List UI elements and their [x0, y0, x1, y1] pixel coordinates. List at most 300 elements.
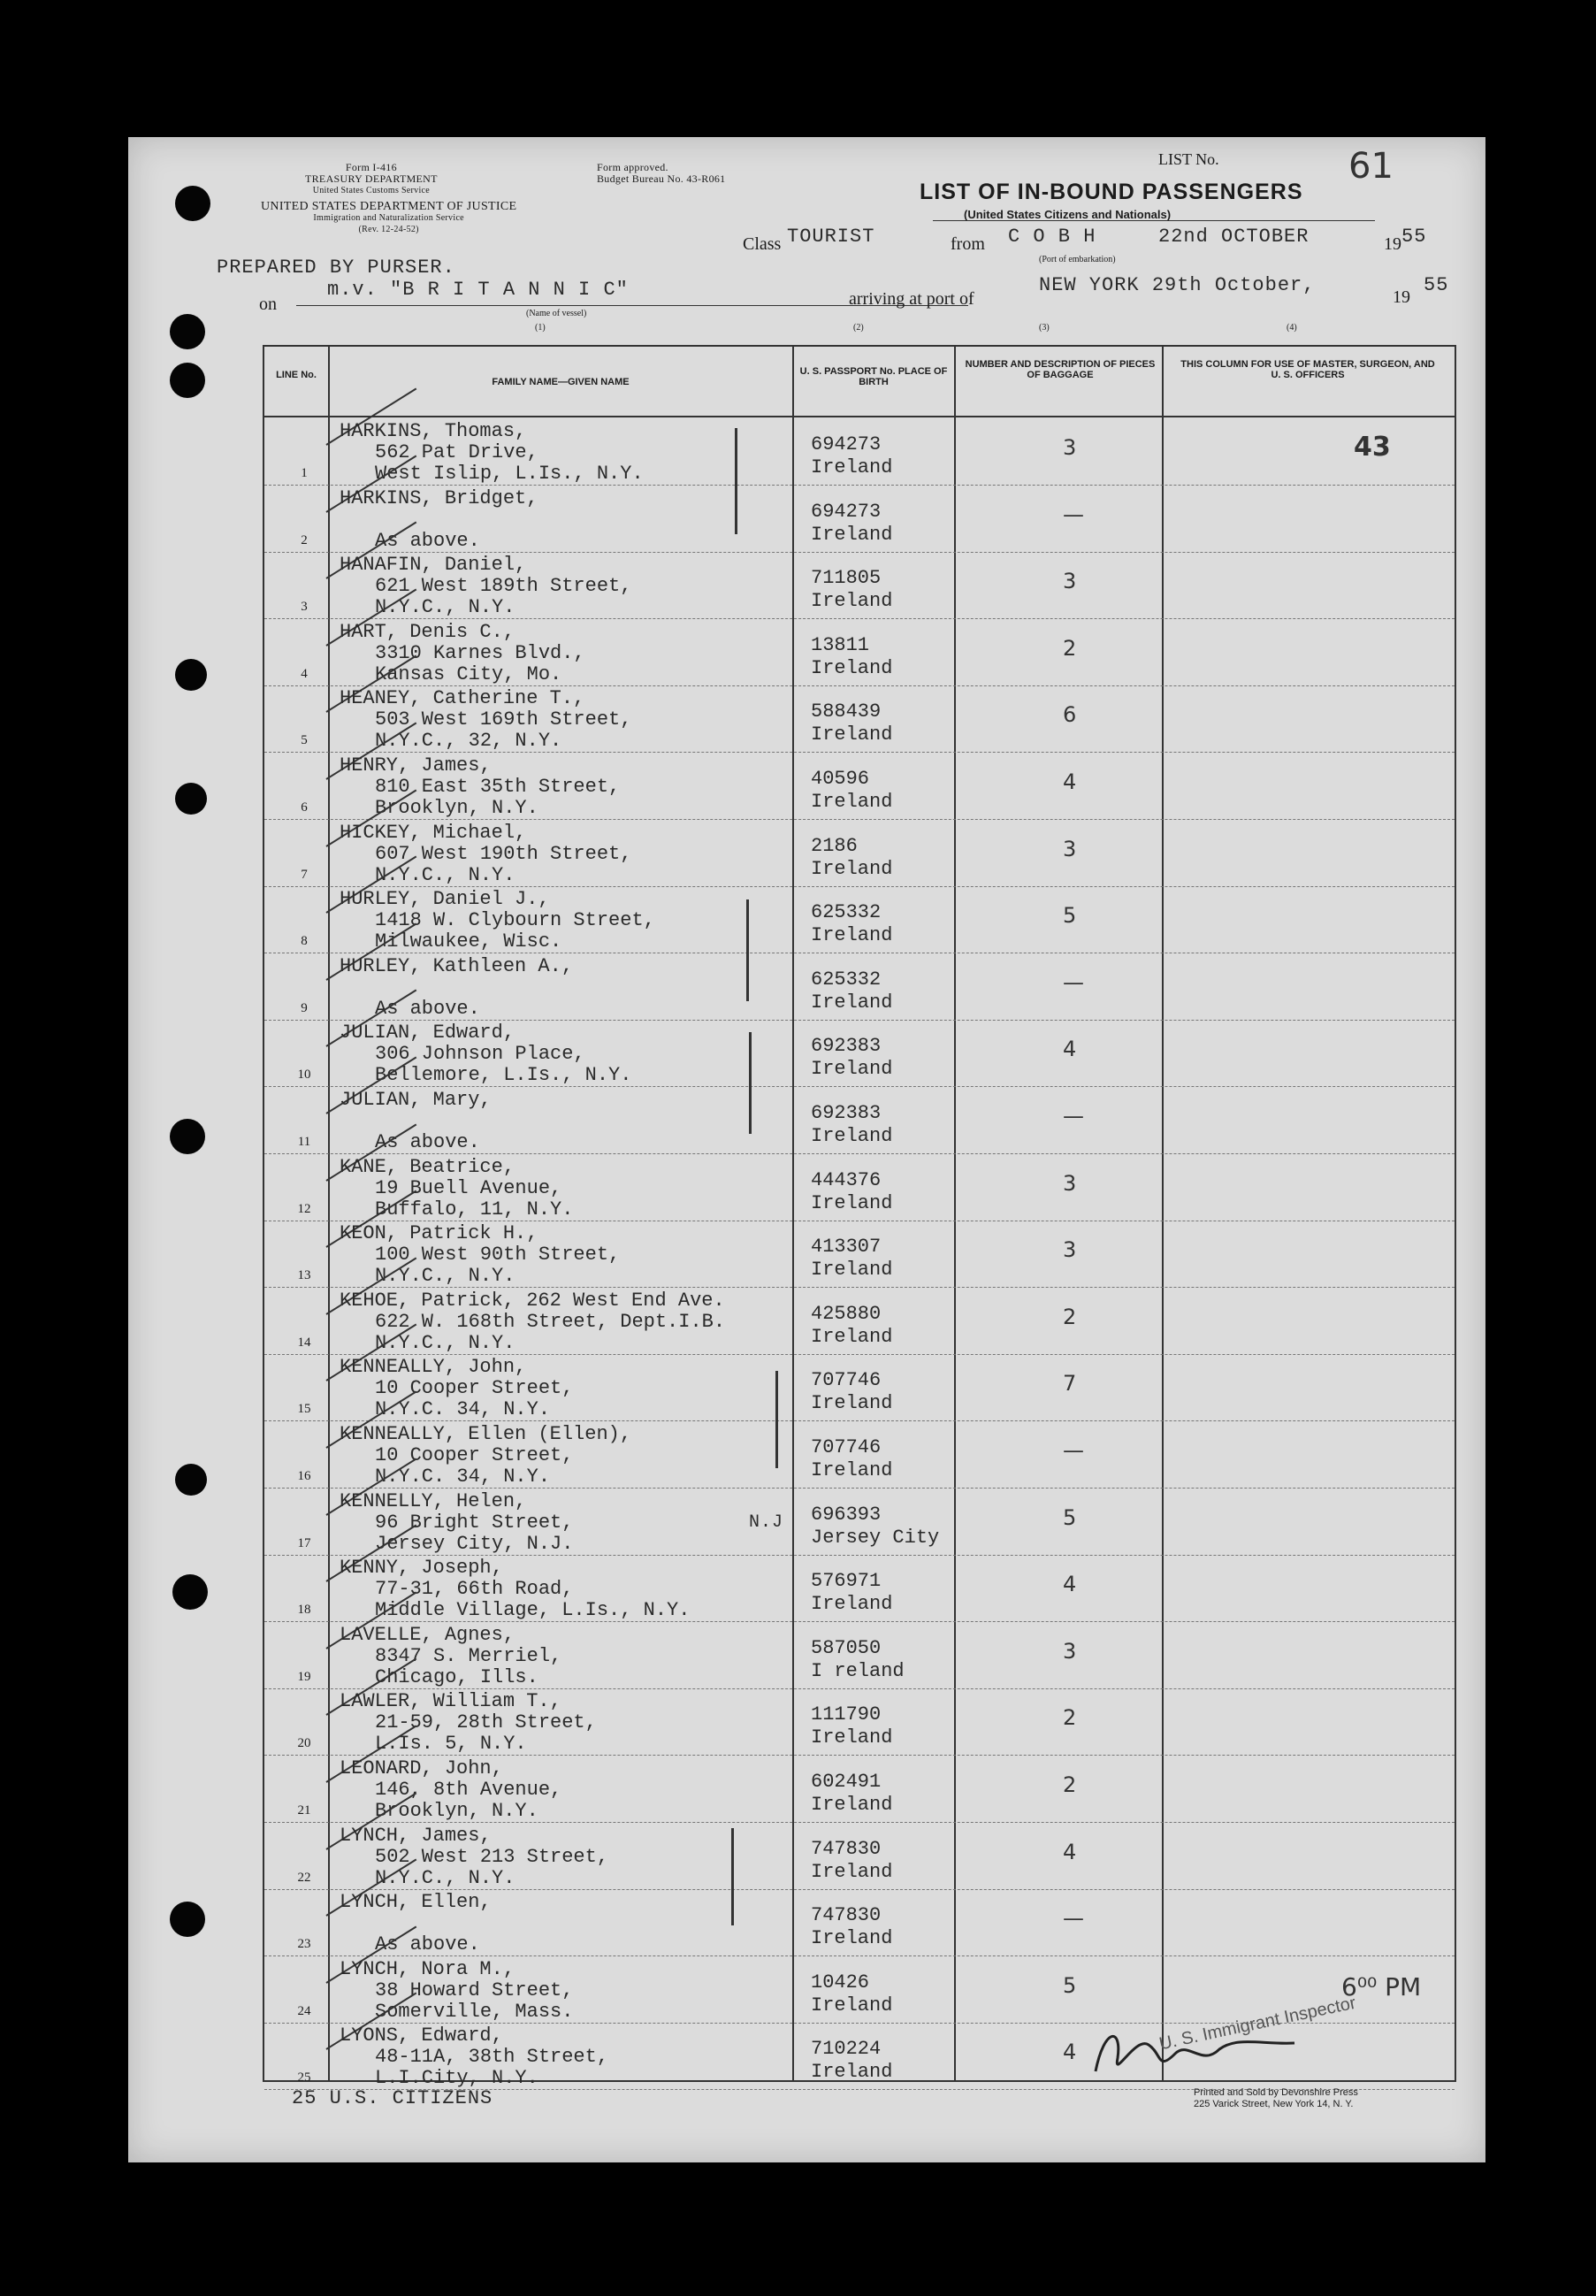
place-of-birth: Ireland: [811, 1794, 893, 1816]
passenger-name-address: [340, 1825, 608, 1889]
col-num-2: (2): [853, 323, 864, 333]
passport-birth: [811, 1703, 892, 1749]
address-line-1: 306 Johnson Place,: [375, 1043, 585, 1066]
passport-birth: [811, 1369, 892, 1415]
table-row: [264, 1287, 1455, 1355]
place-of-birth: Ireland: [811, 523, 893, 546]
baggage-count: 4: [1063, 1572, 1077, 1597]
address-line-2: N.Y.C., N.Y.: [375, 1866, 515, 1889]
year-prefix: 19: [1384, 234, 1401, 254]
place-of-birth: Ireland: [811, 723, 893, 746]
budget-label: Budget Bureau No. 43-R061: [597, 172, 726, 185]
line-number: 15: [297, 1402, 311, 1417]
line-number: 14: [297, 1335, 311, 1350]
passport-birth: [811, 1169, 892, 1215]
address-line-1: 503 West 169th Street,: [375, 708, 632, 731]
address-line-1: 38 Howard Street,: [375, 1978, 574, 2001]
officer-count-annotation: 43: [1354, 432, 1391, 463]
table-row: [264, 1220, 1455, 1288]
address-line-2: As above.: [375, 1131, 480, 1153]
passenger-name: HURLEY, Kathleen A.,: [340, 954, 574, 977]
baggage-count: 2: [1063, 1772, 1077, 1797]
passport-birth: [811, 2038, 892, 2084]
table-row: [264, 1688, 1455, 1756]
vessel-name: m.v. "B R I T A N N I C": [327, 279, 629, 301]
from-label: from: [951, 234, 985, 254]
place-of-birth: Ireland: [811, 1392, 893, 1415]
passenger-name-address: [340, 488, 538, 552]
arrival-year-suffix: 55: [1424, 274, 1449, 296]
address-line-1: 607 West 190th Street,: [375, 842, 632, 865]
passenger-name-address: [340, 1290, 725, 1354]
passenger-name: LAWLER, William T.,: [340, 1690, 561, 1713]
address-line-2: L.Is. 5, N.Y.: [375, 1733, 527, 1756]
col-num-3: (3): [1039, 323, 1050, 333]
passport-birth: [811, 1035, 892, 1081]
passenger-name-address: [340, 1691, 597, 1755]
baggage-count: 3: [1063, 435, 1077, 460]
port-embarkation-caption: (Port of embarkation): [1039, 255, 1116, 264]
baggage-count: —: [1063, 1906, 1084, 1932]
passenger-name: HEANEY, Catherine T.,: [340, 687, 585, 710]
baggage-count: 3: [1063, 1237, 1077, 1263]
address-line-2: N.Y.C., N.Y.: [375, 863, 515, 886]
line-number: 16: [297, 1469, 311, 1483]
binder-hole: [170, 363, 205, 398]
passenger-name-address: [340, 622, 585, 685]
line-number: 4: [301, 666, 308, 681]
address-line-2: L.I.City, N.Y.: [375, 2067, 538, 2090]
printer-line-2: 225 Varick Street, New York 14, N. Y.: [1194, 2099, 1354, 2109]
binder-hole: [175, 186, 210, 221]
address-line-2: Jersey City, N.J.: [375, 1532, 574, 1555]
table-row: [264, 1755, 1455, 1823]
address-line-1: [340, 1111, 492, 1132]
binder-hole: [170, 1902, 205, 1937]
passport-birth: [811, 901, 892, 947]
place-of-birth: Ireland: [811, 1125, 893, 1147]
passport-number: 13811: [811, 633, 870, 656]
address-line-2: As above.: [375, 529, 480, 552]
address-line-1: [340, 509, 538, 531]
address-line-2: Brooklyn, N.Y.: [375, 1800, 538, 1822]
line-number: 25: [297, 2070, 311, 2086]
passport-number: 413307: [811, 1236, 882, 1259]
address-line-1: 562 Pat Drive,: [375, 441, 538, 463]
passenger-name: JULIAN, Mary,: [340, 1089, 492, 1111]
address-line-1: 621 West 189th Street,: [375, 575, 632, 598]
address-line-2: N.Y.C. 34, N.Y.: [375, 1398, 551, 1421]
address-line-1: 3310 Karnes Blvd.,: [375, 641, 585, 664]
address-line-2: Milwaukee, Wisc.: [375, 930, 562, 953]
place-of-birth: Ireland: [811, 1927, 893, 1950]
table-row: [264, 819, 1455, 887]
passenger-name-address: [340, 956, 573, 1020]
nj-note: N.J: [749, 1512, 784, 1533]
line-number: 17: [297, 1535, 311, 1550]
address-line-1: [340, 1913, 492, 1934]
address-line-2: Bellemore, L.Is., N.Y.: [375, 1064, 632, 1087]
passenger-name: KEHOE, Patrick, 262 West End Ave.: [340, 1289, 725, 1312]
address-line-1: 502 West 213 Street,: [375, 1845, 609, 1868]
passenger-name: KEON, Patrick H.,: [340, 1222, 538, 1245]
passenger-name-address: [340, 1557, 690, 1621]
passport-number: 40596: [811, 768, 870, 790]
passport-birth: [811, 1436, 892, 1482]
place-of-birth: Ireland: [811, 991, 893, 1014]
line-number: 11: [297, 1135, 311, 1149]
passport-number: 2186: [811, 834, 858, 857]
line-number: 23: [297, 1937, 311, 1952]
baggage-count: 5: [1063, 903, 1077, 929]
passport-birth: [811, 968, 892, 1014]
address-line-2: N.Y.C., N.Y.: [375, 1331, 515, 1354]
table-row: [264, 551, 1455, 619]
passenger-name-address: [340, 1892, 492, 1955]
passenger-name-address: [340, 1491, 573, 1555]
baggage-count: —: [1063, 1438, 1084, 1463]
address-line-1: 77-31, 66th Road,: [375, 1578, 574, 1601]
passenger-name: KENNEALLY, Ellen (Ellen),: [340, 1423, 632, 1445]
col-header-passport: U. S. PASSPORT No. PLACE OF BIRTH: [799, 366, 948, 387]
passenger-name-address: [340, 1625, 561, 1688]
passport-number: 111790: [811, 1703, 882, 1726]
place-of-birth: Ireland: [811, 1860, 893, 1883]
table-row: [264, 1153, 1455, 1221]
address-line-2: As above.: [375, 1933, 480, 1956]
address-line-1: 1418 W. Clybourn Street,: [375, 909, 655, 932]
year-suffix: 55: [1401, 226, 1427, 248]
inspector-signature: [1087, 2018, 1299, 2089]
address-line-1: 10 Cooper Street,: [375, 1444, 574, 1466]
citizen-count-footer: 25 U.S. CITIZENS: [292, 2087, 493, 2109]
baggage-count: —: [1063, 969, 1084, 995]
place-of-birth: Ireland: [811, 1259, 893, 1282]
class-underline: [933, 220, 1375, 221]
passport-number: 710224: [811, 2038, 882, 2061]
binder-hole: [175, 1464, 207, 1496]
line-number: 21: [297, 1803, 311, 1818]
line-number: 13: [297, 1268, 311, 1283]
passport-birth: [811, 1570, 892, 1616]
address-line-2: Brooklyn, N.Y.: [375, 797, 538, 819]
address-line-1: 10 Cooper Street,: [375, 1377, 574, 1400]
passport-number: 588439: [811, 700, 882, 723]
place-of-birth: Ireland: [811, 1593, 893, 1616]
passport-number: 625332: [811, 901, 882, 924]
passport-birth: [811, 1102, 892, 1148]
col-num-4: (4): [1287, 323, 1297, 333]
passenger-name: HICKEY, Michael,: [340, 821, 527, 844]
arriving-label: arriving at port of: [849, 289, 974, 309]
col-header-name: FAMILY NAME—GIVEN NAME: [492, 377, 630, 387]
address-line-1: 48-11A, 38th Street,: [375, 2046, 609, 2069]
printer-line-1: Printed and Sold by Devonshire Press: [1194, 2087, 1358, 2098]
table-row: [264, 1621, 1455, 1689]
address-line-1: 21-59, 28th Street,: [375, 1711, 597, 1734]
baggage-count: 2: [1063, 1304, 1077, 1329]
baggage-count: 4: [1063, 1037, 1077, 1062]
passenger-name: HART, Denis C.,: [340, 620, 515, 643]
passport-birth: [811, 1838, 892, 1884]
list-number-label: LIST No.: [1158, 150, 1219, 168]
passenger-name: LAVELLE, Agnes,: [340, 1623, 515, 1646]
line-number: 6: [301, 800, 308, 815]
passport-number: 747830: [811, 1904, 882, 1927]
place-of-birth: Ireland: [811, 2061, 893, 2084]
baggage-count: —: [1063, 1104, 1084, 1129]
passenger-name: HENRY, James,: [340, 754, 492, 777]
table-row: [264, 485, 1455, 553]
passport-number: 444376: [811, 1168, 882, 1191]
arrival-port-date: NEW YORK 29th October,: [1039, 274, 1316, 296]
passport-birth: [811, 768, 892, 814]
approved-label: Form approved.: [597, 161, 668, 173]
passport-number: 692383: [811, 1035, 882, 1058]
table-row: [264, 1554, 1455, 1622]
line-number: 5: [301, 733, 308, 748]
table-row: [264, 1888, 1455, 1956]
passenger-name: LYONS, Edward,: [340, 2024, 503, 2047]
baggage-count: 2: [1063, 1705, 1077, 1731]
customs-label: United States Customs Service: [312, 186, 431, 195]
passenger-name: LYNCH, Ellen,: [340, 1891, 492, 1914]
passenger-name: KENNELLY, Helen,: [340, 1489, 527, 1512]
col-header-officers: THIS COLUMN FOR USE OF MASTER, SURGEON, AND U. S. OFFICERS: [1180, 359, 1435, 380]
passport-birth: [811, 634, 892, 680]
col-num-1: (1): [535, 323, 546, 333]
place-of-birth: I reland: [811, 1659, 905, 1682]
treasury-label: TREASURY DEPARTMENT: [305, 172, 438, 185]
class-value: TOURIST: [787, 226, 875, 248]
baggage-count: 4: [1063, 2040, 1077, 2065]
departure-date: 22nd OCTOBER: [1158, 226, 1310, 248]
passport-number: 576971: [811, 1570, 882, 1593]
passenger-table: [263, 345, 1456, 2090]
place-of-birth: Jersey City: [811, 1526, 940, 1549]
table-row: [264, 1488, 1455, 1556]
time-note-handwritten: 6⁰⁰ PM: [1341, 1972, 1422, 2001]
baggage-count: 3: [1063, 1638, 1077, 1664]
passport-number: 425880: [811, 1302, 882, 1325]
passenger-name: HARKINS, Thomas,: [340, 420, 527, 442]
baggage-count: 4: [1063, 769, 1077, 794]
passenger-name: JULIAN, Edward,: [340, 1022, 515, 1045]
line-number: 1: [301, 466, 308, 480]
col-header-baggage: NUMBER AND DESCRIPTION OF PIECES OF BAGGAGE: [965, 359, 1156, 380]
form-number: Form I-416: [345, 161, 397, 173]
binder-hole: [170, 314, 205, 349]
passport-birth: [811, 501, 892, 547]
passport-birth: [811, 1236, 892, 1282]
baggage-count: 3: [1063, 569, 1077, 594]
table-row: [264, 752, 1455, 820]
line-number: 8: [301, 934, 308, 949]
passport-number: 707746: [811, 1436, 882, 1458]
passport-number: 696393: [811, 1503, 882, 1526]
address-line-2: Buffalo, 11, N.Y.: [375, 1198, 574, 1221]
passport-number: 747830: [811, 1837, 882, 1860]
passport-birth: [811, 1904, 892, 1950]
address-line-1: 100 West 90th Street,: [375, 1244, 621, 1267]
passenger-name-address: [340, 1357, 573, 1420]
table-row: [264, 417, 1455, 486]
place-of-birth: Ireland: [811, 1058, 893, 1081]
revision-label: (Rev. 12-24-52): [358, 225, 419, 234]
passport-number: 602491: [811, 1771, 882, 1793]
address-line-2: N.Y.C. 34, N.Y.: [375, 1466, 551, 1488]
baggage-count: 3: [1063, 836, 1077, 861]
class-label: Class: [743, 234, 782, 254]
baggage-count: 2: [1063, 635, 1077, 661]
printer-credit: [1194, 2087, 1358, 2110]
line-number: 12: [297, 1201, 311, 1216]
address-line-2: N.Y.C., N.Y.: [375, 1265, 515, 1288]
table-row: [264, 953, 1455, 1021]
binder-hole: [175, 783, 207, 815]
ins-label: Immigration and Naturalization Service: [313, 213, 464, 223]
prepared-by: PREPARED BY PURSER.: [217, 256, 455, 279]
place-of-birth: Ireland: [811, 1726, 893, 1749]
page-number-handwritten: 61: [1348, 146, 1394, 187]
address-line-1: [340, 977, 573, 999]
table-row: [264, 685, 1455, 753]
passport-number: 625332: [811, 968, 882, 991]
passenger-name-address: [340, 1157, 573, 1221]
baggage-count: 6: [1063, 702, 1077, 728]
line-number: 3: [301, 600, 308, 615]
baggage-count: 5: [1063, 1972, 1077, 1998]
vessel-caption: (Name of vessel): [526, 309, 587, 318]
line-number: 9: [301, 1000, 308, 1015]
passenger-name-address: [340, 1090, 492, 1153]
passport-number: 694273: [811, 433, 882, 455]
line-number: 18: [297, 1603, 311, 1618]
line-number: 7: [301, 867, 308, 882]
port-embarkation: C O B H: [1008, 226, 1096, 248]
family-bracket: [746, 899, 749, 1001]
passport-birth: [811, 433, 892, 479]
passenger-name: KENNY, Joseph,: [340, 1557, 503, 1580]
passenger-name: LEONARD, John,: [340, 1757, 503, 1779]
baggage-count: 4: [1063, 1839, 1077, 1864]
family-bracket: [731, 1828, 734, 1925]
place-of-birth: Ireland: [811, 1994, 893, 2017]
line-number: 10: [297, 1068, 311, 1083]
table-row: [264, 1822, 1455, 1890]
passport-birth: [811, 700, 892, 746]
justice-label: UNITED STATES DEPARTMENT OF JUSTICE: [261, 200, 517, 213]
form-approval: [597, 162, 725, 185]
passport-birth: [811, 1771, 892, 1817]
passport-birth: [811, 1504, 939, 1550]
passenger-name: KANE, Beatrice,: [340, 1155, 515, 1178]
baggage-count: 7: [1063, 1371, 1077, 1397]
passenger-name: LYNCH, Nora M.,: [340, 1957, 515, 1980]
form-subtitle: (United States Citizens and Nationals): [964, 208, 1172, 221]
binder-hole: [175, 659, 207, 691]
address-line-2: Somerville, Mass.: [375, 2000, 574, 2023]
passport-number: 707746: [811, 1369, 882, 1392]
address-line-2: N.Y.C., 32, N.Y.: [375, 730, 562, 753]
line-number: 22: [297, 1870, 311, 1885]
table-row: [264, 1019, 1455, 1087]
on-label: on: [259, 295, 277, 314]
passenger-name-address: [340, 889, 655, 953]
address-line-1: 810 East 35th Street,: [375, 776, 621, 798]
passenger-name: HARKINS, Bridget,: [340, 486, 538, 509]
col-header-line: LINE No.: [276, 370, 317, 380]
table-row: [264, 1086, 1455, 1154]
address-line-1: 96 Bright Street,: [375, 1511, 574, 1534]
inspector-stamp: U. S. Immigrant Inspector: [1157, 1993, 1358, 2055]
baggage-count: 5: [1063, 1504, 1077, 1530]
passport-birth: [811, 1637, 905, 1683]
passport-birth: [811, 567, 892, 613]
family-bracket: [735, 428, 737, 534]
address-line-2: As above.: [375, 997, 480, 1020]
passport-birth: [811, 1971, 892, 2017]
place-of-birth: Ireland: [811, 656, 893, 679]
table-row: [264, 885, 1455, 953]
address-line-1: 622 W. 168th Street, Dept.I.B.: [375, 1310, 726, 1333]
address-line-1: 146, 8th Avenue,: [375, 1779, 562, 1801]
baggage-count: 3: [1063, 1170, 1077, 1196]
passenger-name: HURLEY, Daniel J.,: [340, 888, 550, 911]
passport-number: 692383: [811, 1102, 882, 1124]
address-line-2: Kansas City, Mo.: [375, 662, 562, 685]
justice-header: [261, 201, 516, 235]
address-line-1: 8347 S. Merriel,: [375, 1644, 562, 1667]
line-number: 24: [297, 2003, 311, 2018]
address-line-2: West Islip, L.Is., N.Y.: [375, 463, 644, 485]
line-number: 2: [301, 532, 308, 547]
passenger-name: KENNEALLY, John,: [340, 1356, 527, 1379]
line-number: 19: [297, 1669, 311, 1684]
passport-number: 694273: [811, 500, 882, 523]
line-number: 20: [297, 1736, 311, 1751]
passport-birth: [811, 835, 892, 881]
form-header-left: [305, 162, 438, 196]
passenger-name-address: [340, 2025, 608, 2089]
binder-hole: [170, 1119, 205, 1154]
passenger-name: HANAFIN, Daniel,: [340, 554, 527, 577]
address-line-2: Middle Village, L.Is., N.Y.: [375, 1599, 691, 1622]
place-of-birth: Ireland: [811, 857, 893, 880]
address-line-2: N.Y.C., N.Y.: [375, 596, 515, 619]
passenger-name-address: [340, 1959, 573, 2023]
arrival-year-prefix: 19: [1393, 287, 1410, 307]
place-of-birth: Ireland: [811, 590, 893, 613]
place-of-birth: Ireland: [811, 924, 893, 947]
table-row: [264, 1353, 1455, 1421]
passenger-name: LYNCH, James,: [340, 1824, 492, 1847]
passport-number: 711805: [811, 567, 882, 590]
place-of-birth: Ireland: [811, 1459, 893, 1481]
address-line-1: 19 Buell Avenue,: [375, 1176, 562, 1199]
family-bracket: [775, 1371, 778, 1468]
table-row: [264, 1420, 1455, 1489]
passenger-name-address: [340, 1758, 561, 1822]
passport-number: 10426: [811, 1971, 870, 1994]
address-line-2: Chicago, Ills.: [375, 1665, 538, 1688]
passport-birth: [811, 1303, 892, 1349]
baggage-count: —: [1063, 501, 1084, 527]
passport-number: 587050: [811, 1636, 882, 1659]
binder-hole: [172, 1574, 208, 1610]
place-of-birth: Ireland: [811, 1191, 893, 1214]
place-of-birth: Ireland: [811, 1325, 893, 1348]
